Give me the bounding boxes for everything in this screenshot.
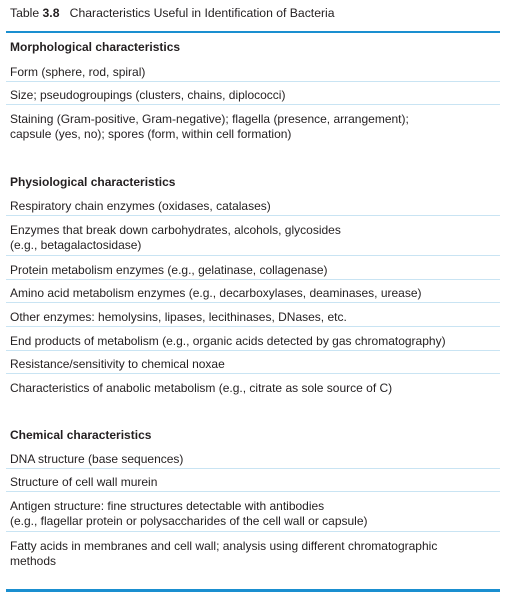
row-separator	[6, 531, 500, 532]
table-caption: Characteristics Useful in Identification of Bacteria	[69, 6, 335, 20]
row-separator	[6, 373, 500, 374]
table-row	[10, 65, 496, 80]
row-text-line: Antigen structure: fine structures detectable with antibodies	[10, 499, 325, 513]
row-text-line: Staining (Gram-positive, Gram-negative); flagella (presence, arrangement);	[10, 112, 409, 126]
table-row	[10, 357, 496, 372]
row-text-line: Enzymes that break down carbohydrates, alcohols, glycosides	[10, 223, 341, 237]
table-title	[10, 6, 335, 20]
table-row	[10, 475, 496, 490]
table-row	[10, 310, 496, 325]
section-heading: Chemical characteristics	[10, 428, 152, 442]
row-text-line: Resistance/sensitivity to chemical noxae	[10, 357, 225, 371]
section-heading: Morphological characteristics	[10, 40, 181, 54]
table-row	[10, 499, 496, 529]
table-row	[10, 334, 496, 349]
row-text-line: (e.g., flagellar protein or polysaccharides of the cell wall or capsule)	[10, 514, 368, 528]
row-text-line: capsule (yes, no); spores (form, within cell formation)	[10, 127, 292, 141]
table-label: Table	[10, 6, 40, 20]
table-row	[10, 539, 496, 569]
row-text-line: Amino acid metabolism enzymes (e.g., decarboxylases, deaminases, urease)	[10, 286, 422, 300]
row-text-line: Structure of cell wall murein	[10, 475, 158, 489]
top-rule	[6, 31, 500, 33]
row-separator	[6, 491, 500, 492]
row-separator	[6, 215, 500, 216]
section-heading: Physiological characteristics	[10, 175, 176, 189]
row-text-line: End products of metabolism (e.g., organic acids detected by gas chromatography)	[10, 334, 446, 348]
row-separator	[6, 302, 500, 303]
table-row	[10, 381, 496, 396]
table-row	[10, 286, 496, 301]
row-text-line: Fatty acids in membranes and cell wall; analysis using different chromatographic	[10, 539, 438, 553]
row-text-line: (e.g., betagalactosidase)	[10, 238, 142, 252]
table-number: 3.8	[42, 6, 60, 20]
table-row	[10, 199, 496, 214]
row-text-line: DNA structure (base sequences)	[10, 452, 184, 466]
row-text-line: Respiratory chain enzymes (oxidases, catalases)	[10, 199, 271, 213]
row-text-line: Other enzymes: hemolysins, lipases, lecithinases, DNases, etc.	[10, 310, 347, 324]
row-separator	[6, 279, 500, 280]
row-text-line: Form (sphere, rod, spiral)	[10, 65, 146, 79]
bottom-rule	[6, 589, 500, 592]
row-separator	[6, 255, 500, 256]
row-text-line: Protein metabolism enzymes (e.g., gelatinase, collagenase)	[10, 263, 328, 277]
row-text-line: methods	[10, 554, 57, 568]
table-row	[10, 452, 496, 467]
row-separator	[6, 81, 500, 82]
table-row	[10, 112, 496, 142]
row-separator	[6, 350, 500, 351]
row-text-line: Size; pseudogroupings (clusters, chains, diplococci)	[10, 88, 286, 102]
row-separator	[6, 326, 500, 327]
row-separator	[6, 104, 500, 105]
table-row	[10, 223, 496, 253]
table-row	[10, 88, 496, 103]
table-row	[10, 263, 496, 278]
row-separator	[6, 468, 500, 469]
row-text-line: Characteristics of anabolic metabolism (e.g., citrate as sole source of C)	[10, 381, 393, 395]
